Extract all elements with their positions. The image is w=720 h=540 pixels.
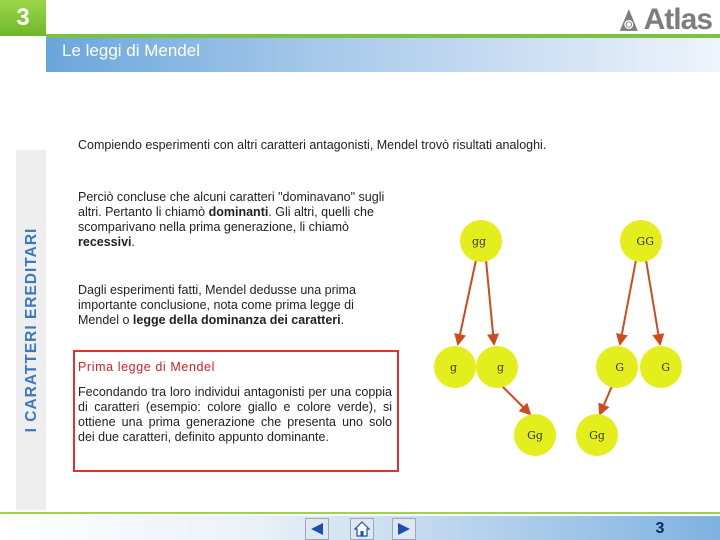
offspring-node (576, 414, 618, 456)
para1-bold-dominanti: dominanti (208, 205, 269, 219)
gamete-node (596, 346, 638, 388)
offspring-label: Gg (589, 428, 605, 442)
parent-gg-label: gg (472, 234, 487, 248)
parent-node-recessive (460, 220, 502, 262)
para2-text-1: Dagli esperimenti fatti, Mendel dedusse una prima importante conclusione, nota come prima legge di Mendel o (78, 283, 356, 327)
parent-GG-label: GG (636, 234, 654, 248)
footer-accent-line (0, 512, 720, 514)
sidebar-section-label: I CARATTERI EREDITARI (23, 227, 40, 433)
arrow-right-icon (396, 522, 412, 536)
offspring-node (514, 414, 556, 456)
arrow-gg-to-g2 (486, 260, 494, 344)
law-statement: Fecondando tra loro individui antagonisti per una coppia di caratteri (esempio: colore giallo e colore verde), si ottiene una prima generazione che presenta uno solo dei due caratteri, definito appunto dominante. (78, 385, 392, 444)
arrow-left-icon (309, 522, 325, 536)
para1-bold-recessivi: recessivi (78, 235, 132, 249)
chapter-number-badge: 3 (0, 0, 46, 36)
para1-text-1: Perciò concluse che alcuni caratteri "dominavano" sugli altri. Pertanto li chiamò (78, 190, 385, 219)
gamete-label: G (661, 360, 670, 374)
arrow-g3-to-Gg2 (600, 386, 612, 414)
paragraph-dominance (78, 190, 392, 250)
arrow-g2-to-Gg1 (502, 386, 530, 414)
paragraph-first-law (78, 283, 392, 328)
page-title: Le leggi di Mendel (62, 41, 200, 60)
para1-text-2: . Gli altri, quelli che scomparivano nella prima generazione, li chiamò (78, 205, 374, 234)
arrow-GG-to-g4 (646, 260, 660, 344)
para2-bold-law-name: legge della dominanza dei caratteri (132, 313, 341, 327)
parent-node-dominant (620, 220, 662, 262)
gamete-label: g (450, 360, 458, 374)
para2-text-2: . (340, 313, 345, 327)
atlas-logo-icon (618, 6, 640, 34)
para1-text-3: . (131, 235, 136, 249)
law-heading: Prima legge di Mendel (78, 360, 215, 374)
arrow-GG-to-g3 (620, 260, 636, 344)
next-slide-button[interactable] (392, 518, 416, 540)
gamete-node (640, 346, 682, 388)
atlas-logo (618, 4, 712, 36)
page-number: 3 (655, 519, 665, 537)
home-icon (354, 521, 370, 537)
gamete-node (476, 346, 518, 388)
gamete-node (434, 346, 476, 388)
previous-slide-button[interactable] (305, 518, 329, 540)
offspring-label: Gg (527, 428, 543, 442)
arrow-gg-to-g1 (458, 260, 476, 344)
gamete-label: G (615, 360, 624, 374)
atlas-logo-text: Atlas (643, 3, 712, 36)
home-button[interactable] (350, 518, 374, 540)
intro-text: Compiendo esperimenti con altri caratteri antagonisti, Mendel trovò risultati analoghi. (78, 138, 547, 152)
title-bar (46, 38, 720, 72)
gamete-label: g (496, 360, 504, 374)
